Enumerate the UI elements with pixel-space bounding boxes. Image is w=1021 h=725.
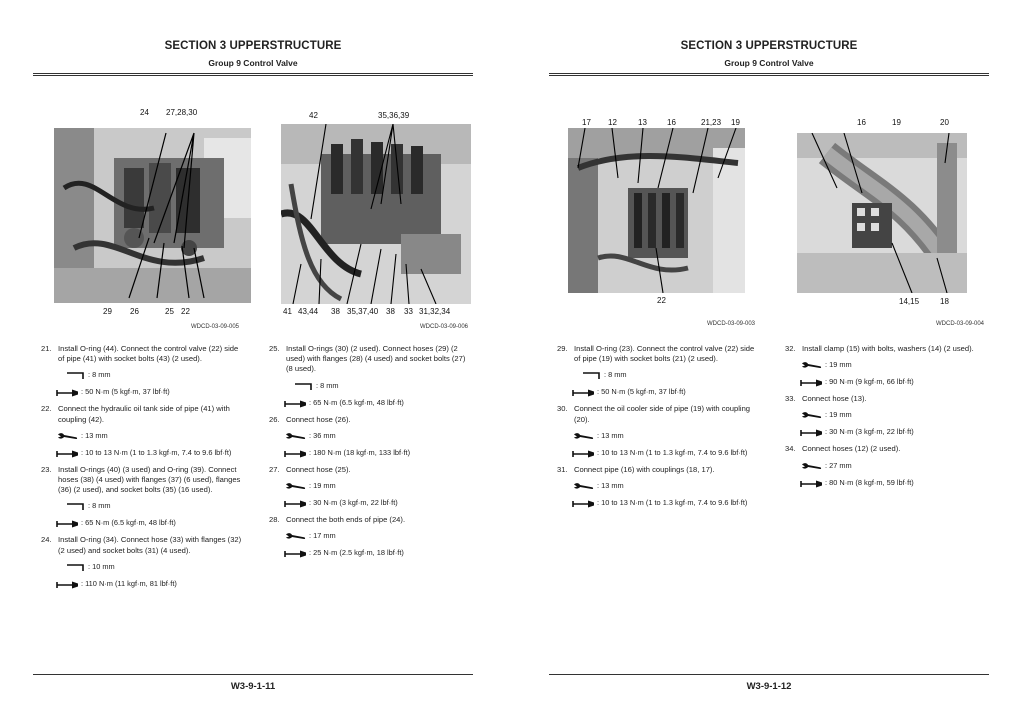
spec-torque — [41, 518, 246, 528]
spec-wrench — [785, 410, 990, 420]
step-24 — [41, 535, 246, 555]
spec-value: : 50 N·m (5 kgf·m, 37 lbf·ft) — [597, 387, 686, 397]
step-number: 24. — [41, 535, 52, 545]
step-29 — [557, 344, 762, 364]
footer-rule — [33, 674, 473, 675]
step-number: 31. — [557, 464, 568, 474]
step-text: Connect the both ends of pipe (24). — [286, 515, 406, 525]
spec-value: : 25 N·m (2.5 kgf·m, 18 lbf·ft) — [309, 548, 404, 558]
torque-wrench-icon — [56, 448, 80, 458]
hex-key-icon — [291, 381, 315, 391]
callout-18: 18 — [940, 297, 949, 306]
page-number: W3-9-1-11 — [230, 681, 276, 692]
callout-35-37-40: 35,37,40 — [347, 307, 379, 316]
step-text: Install O-rings (30) (2 used). Connect hoses (29) (2 used) with flanges (28) (4 used) and socket bolts (27) (8 used). — [286, 344, 466, 374]
spec-torque — [269, 498, 474, 508]
wrench-icon — [284, 431, 308, 441]
step-number: 32. — [785, 344, 796, 353]
spec-hex-key — [557, 370, 762, 380]
spec-wrench — [41, 431, 246, 441]
procedure-column — [269, 344, 474, 565]
group-title: Group 9 Control Valve — [208, 58, 298, 68]
wrench-icon — [800, 410, 824, 420]
spec-value: : 13 mm — [597, 480, 624, 490]
procedure-column — [557, 344, 762, 515]
spec-value: : 180 N·m (18 kgf·m, 133 lbf·ft) — [309, 447, 411, 457]
spec-value: : 19 mm — [825, 360, 852, 370]
torque-wrench-icon — [284, 498, 308, 508]
step-text: Connect the hydraulic oil tank side of pipe (41) with coupling (42). — [58, 404, 230, 424]
torque-wrench-icon — [572, 448, 596, 458]
callout-19: 19 — [731, 118, 740, 127]
spec-value: : 30 N·m (3 kgf·m, 22 lbf·ft) — [825, 427, 914, 437]
step-31 — [557, 465, 762, 475]
step-text: Install clamp (15) with bolts, washers (14) (2 used). — [802, 344, 974, 353]
spec-torque — [557, 498, 762, 508]
wrench-icon — [56, 431, 80, 441]
step-25 — [269, 344, 474, 375]
spec-value: : 8 mm — [88, 501, 111, 511]
spec-torque — [785, 478, 990, 488]
hex-key-icon — [63, 370, 87, 380]
step-number: 28. — [269, 515, 280, 525]
step-number: 33. — [785, 394, 796, 404]
spec-value: : 110 N·m (11 kgf·m, 81 lbf·ft) — [81, 578, 177, 588]
header-rule — [549, 73, 989, 76]
callout-14-15: 14,15 — [899, 297, 920, 306]
spec-hex-key — [41, 370, 246, 380]
torque-wrench-icon — [56, 387, 80, 397]
callout-16: 16 — [667, 118, 676, 127]
step-26 — [269, 415, 474, 425]
step-text: Connect hose (13). — [802, 394, 867, 404]
spec-torque — [557, 387, 762, 397]
callout-27-28-30: 27,28,30 — [166, 108, 198, 117]
header-rule — [33, 73, 473, 76]
step-text: Install O-rings (40) (3 used) and O-ring (39). Connect hoses (38) (4 used) with flanges (37) (6 used), flanges (36) (2 used), and socket bolts (35) (16 used). — [58, 464, 241, 495]
page-number: W3-9-1-12 — [746, 681, 792, 692]
hex-key-icon — [579, 370, 603, 380]
step-33 — [785, 394, 990, 404]
spec-value: : 17 mm — [309, 531, 336, 541]
torque-wrench-icon — [800, 377, 824, 387]
spec-wrench — [785, 360, 990, 370]
step-number: 26. — [269, 414, 280, 424]
callout-41: 41 — [283, 307, 292, 316]
torque-wrench-icon — [284, 548, 308, 558]
procedure-column — [785, 344, 990, 495]
step-number: 27. — [269, 464, 280, 474]
step-21 — [41, 344, 246, 364]
step-28 — [269, 515, 474, 525]
spec-torque — [269, 548, 474, 558]
spec-value: : 8 mm — [604, 370, 627, 380]
wrench-icon — [284, 481, 308, 491]
step-number: 29. — [557, 344, 568, 353]
step-text: Connect the oil cooler side of pipe (19) with coupling (20). — [574, 404, 751, 424]
spec-wrench — [557, 481, 762, 491]
wrench-icon — [572, 431, 596, 441]
torque-wrench-icon — [284, 448, 308, 458]
figure-id: WDCD-03-09-004 — [936, 321, 985, 327]
step-text: Install O-ring (34). Connect hose (33) with flanges (32) (2 used) and socket bolts (31) (4 used). — [58, 535, 242, 555]
spec-value: : 50 N·m (5 kgf·m, 37 lbf·ft) — [81, 387, 170, 397]
hex-key-icon — [63, 501, 87, 511]
spec-value: : 80 N·m (8 kgf·m, 59 lbf·ft) — [825, 477, 914, 487]
spec-wrench — [785, 461, 990, 471]
spec-hex-key — [269, 381, 474, 391]
callout-35-36-39: 35,36,39 — [378, 111, 410, 120]
figure-id: WDCD-03-09-005 — [191, 324, 240, 330]
spec-torque — [41, 579, 246, 589]
callout-22: 22 — [657, 296, 666, 305]
valve-overview-photo — [568, 128, 745, 293]
callout-20: 20 — [940, 118, 949, 127]
torque-wrench-icon — [800, 478, 824, 488]
callout-26: 26 — [130, 307, 139, 316]
spec-torque — [269, 448, 474, 458]
step-22 — [41, 404, 246, 424]
spec-value: : 65 N·m (6.5 kgf·m, 48 lbf·ft) — [309, 397, 404, 407]
spec-value: : 90 N·m (9 kgf·m, 66 lbf·ft) — [825, 377, 914, 387]
valve-hoses-photo — [281, 124, 471, 304]
step-27 — [269, 465, 474, 475]
callout-29: 29 — [103, 307, 112, 316]
spec-wrench — [269, 481, 474, 491]
wrench-icon — [572, 481, 596, 491]
hex-key-icon — [63, 562, 87, 572]
callout-22: 22 — [181, 307, 190, 316]
spec-value: : 19 mm — [825, 410, 852, 420]
callout-21-23: 21,23 — [701, 118, 722, 127]
step-32 — [785, 344, 990, 354]
spec-wrench — [269, 531, 474, 541]
step-text: Connect hose (25). — [286, 464, 351, 474]
spec-value: : 13 mm — [597, 430, 624, 440]
callout-12: 12 — [608, 118, 617, 127]
callout-31-32-34: 31,32,34 — [419, 307, 451, 316]
callout-38b: 38 — [386, 307, 395, 316]
step-text: Connect hose (26). — [286, 414, 351, 424]
step-text: Connect hoses (12) (2 used). — [802, 444, 901, 454]
spec-value: : 10 to 13 N·m (1 to 1.3 kgf·m, 7.4 to 9.6 lbf·ft) — [81, 447, 232, 457]
procedure-column — [41, 344, 246, 596]
spec-wrench — [557, 431, 762, 441]
step-text: Install O-ring (23). Connect the control valve (22) side of pipe (19) with socket bolts (21) (2 used). — [574, 344, 755, 364]
callout-19: 19 — [892, 118, 901, 127]
spec-value: : 8 mm — [88, 370, 111, 380]
step-34 — [785, 444, 990, 454]
step-number: 30. — [557, 404, 568, 414]
wrench-icon — [284, 531, 308, 541]
section-title: SECTION 3 UPPERSTRUCTURE — [164, 40, 342, 52]
callout-24: 24 — [140, 108, 149, 117]
spec-value: : 36 mm — [309, 430, 336, 440]
step-30 — [557, 404, 762, 424]
step-23 — [41, 465, 246, 496]
callout-13: 13 — [638, 118, 647, 127]
spec-value: : 10 to 13 N·m (1 to 1.3 kgf·m, 7.4 to 9.6 lbf·ft) — [597, 497, 748, 507]
footer-rule — [549, 674, 989, 675]
step-number: 25. — [269, 344, 280, 353]
spec-value: : 27 mm — [825, 460, 852, 470]
control-valve-photo — [54, 128, 251, 303]
figure-id: WDCD-03-09-003 — [707, 321, 756, 327]
torque-wrench-icon — [56, 518, 80, 528]
torque-wrench-icon — [572, 498, 596, 508]
section-title: SECTION 3 UPPERSTRUCTURE — [680, 40, 858, 52]
spec-torque — [41, 387, 246, 397]
group-title: Group 9 Control Valve — [724, 58, 814, 68]
callout-43-44: 43,44 — [298, 307, 319, 316]
spec-value: : 10 mm — [88, 561, 115, 571]
step-text: Connect pipe (16) with couplings (18, 17). — [574, 464, 715, 474]
torque-wrench-icon — [284, 398, 308, 408]
callout-17: 17 — [582, 118, 591, 127]
step-number: 34. — [785, 444, 796, 454]
step-number: 22. — [41, 404, 52, 414]
spec-hex-key — [41, 501, 246, 511]
wrench-icon — [800, 360, 824, 370]
torque-wrench-icon — [56, 579, 80, 589]
spec-value: : 10 to 13 N·m (1 to 1.3 kgf·m, 7.4 to 9.6 lbf·ft) — [597, 447, 748, 457]
callout-42: 42 — [309, 111, 318, 120]
torque-wrench-icon — [572, 387, 596, 397]
spec-value: : 65 N·m (6.5 kgf·m, 48 lbf·ft) — [81, 518, 176, 528]
spec-value: : 30 N·m (3 kgf·m, 22 lbf·ft) — [309, 497, 398, 507]
spec-torque — [785, 377, 990, 387]
step-number: 21. — [41, 344, 52, 353]
figure-id: WDCD-03-09-006 — [420, 324, 469, 330]
spec-torque — [785, 427, 990, 437]
step-number: 23. — [41, 464, 52, 474]
callout-38: 38 — [331, 307, 340, 316]
spec-hex-key — [41, 562, 246, 572]
spec-torque — [269, 398, 474, 408]
spec-value: : 8 mm — [316, 380, 339, 390]
callout-33: 33 — [404, 307, 413, 316]
spec-value: : 19 mm — [309, 480, 336, 490]
spec-wrench — [269, 431, 474, 441]
spec-torque — [41, 448, 246, 458]
step-text: Install O-ring (44). Connect the control valve (22) side of pipe (41) with socket bolts (43) (2 used). — [58, 344, 239, 364]
callout-16: 16 — [857, 118, 866, 127]
right-page — [549, 0, 989, 725]
left-page — [33, 0, 473, 725]
callout-25: 25 — [165, 307, 174, 316]
torque-wrench-icon — [800, 427, 824, 437]
wrench-icon — [800, 461, 824, 471]
spec-torque — [557, 448, 762, 458]
spec-value: : 13 mm — [81, 430, 108, 440]
oil-cooler-pipe-photo — [797, 133, 967, 293]
